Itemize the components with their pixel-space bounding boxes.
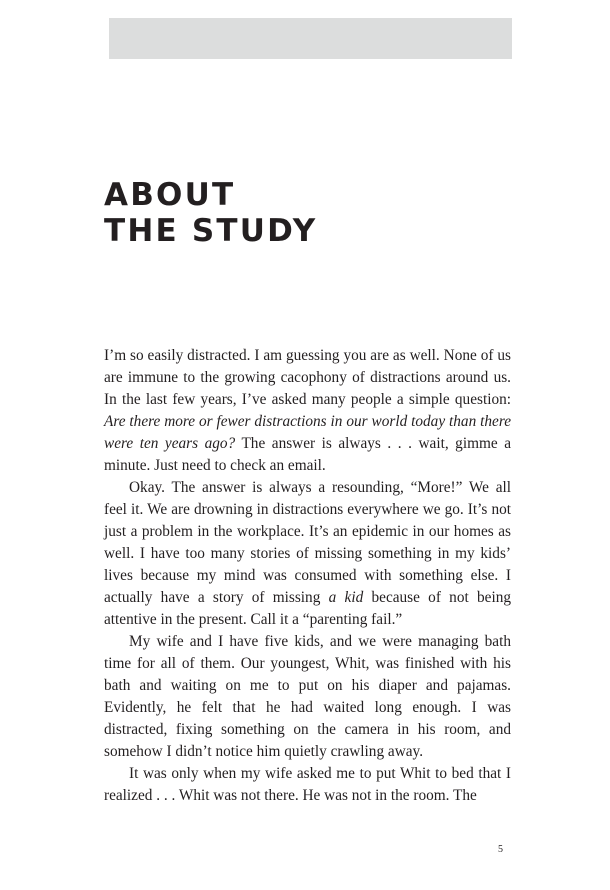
chapter-title-line-1: ABOUT: [104, 177, 236, 213]
chapter-title-line-2: THE STUDY: [104, 213, 318, 249]
body-text: [104, 345, 511, 807]
paragraph-1-question: Are there more or fewer distractions in our world today than there were ten years ago?: [104, 413, 511, 452]
paragraph-1-text-a: I’m so easily distracted. I am guessing you are as well. None of us are immune to the growing cacophony of distractions around us. In the last few years, I’ve asked many people a simple question:: [104, 347, 511, 408]
chapter-title: [104, 177, 317, 249]
paragraph-2-text-b: because of not being attentive in the present. Call it a “parenting fail.”: [104, 589, 511, 628]
paragraph-1: [104, 345, 511, 477]
header-bar: [109, 18, 512, 59]
paragraph-2: [104, 477, 511, 631]
paragraph-4: It was only when my wife asked me to put Whit to bed that I realized . . . Whit was not there. He was not in the room. The: [104, 765, 511, 804]
paragraph-2-emphasis: a kid: [328, 589, 364, 606]
paragraph-1-text-b: The answer is always . . . wait, gimme a minute. Just need to check an email.: [104, 435, 511, 474]
paragraph-2-text-a: Okay. The answer is always a resounding, “More!” We all feel it. We are drowning in distractions everywhere we go. It’s not just a problem in the workplace. It’s an epidemic in our homes as well. I have too many stories of missing something in my kids’ lives because my mind was consumed with something else. I actually have a story of missing: [104, 479, 511, 606]
page-number: 5: [498, 844, 503, 855]
paragraph-3: My wife and I have five kids, and we were managing bath time for all of them. Our youngest, Whit, was finished with his bath and waiting on me to put on his diaper and pajamas. Evidently, he felt that he had waited long enough. I was distracted, fixing something on the camera in his room, and somehow I didn’t notice him quietly crawling away.: [104, 633, 511, 760]
